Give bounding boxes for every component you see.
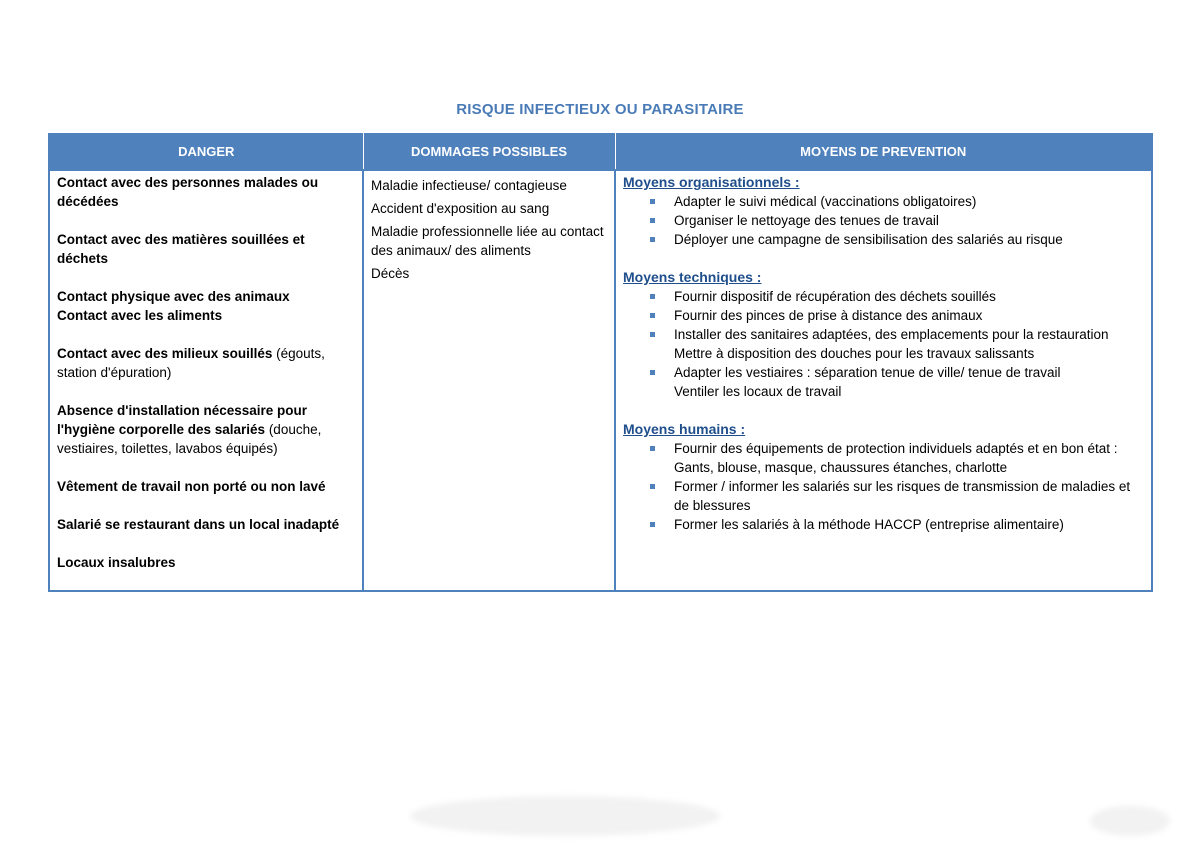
risk-table: [48, 133, 1153, 592]
square-bullet-icon: [650, 446, 655, 451]
list-item: [674, 192, 1145, 211]
square-bullet-icon: [650, 199, 655, 204]
dommage-item: Maladie infectieuse/ contagieuse: [371, 178, 567, 193]
page-title: RISQUE INFECTIEUX OU PARASITAIRE: [456, 101, 744, 118]
list-item-text: Déployer une campagne de sensibilisation des salariés au risque: [674, 232, 1063, 247]
danger-item: [57, 287, 302, 325]
moyens-cell: [615, 170, 1152, 591]
danger-item: [57, 553, 356, 572]
section-title: Moyens organisationnels :: [623, 174, 800, 190]
danger-item-normal: (égouts, station d'épuration): [57, 346, 325, 380]
list-item: [674, 515, 1145, 534]
section-title: Moyens techniques :: [623, 269, 762, 285]
list-item-text: Adapter le suivi médical (vaccinations obligatoires): [674, 194, 977, 209]
square-bullet-icon: [650, 332, 655, 337]
danger-item-bold: Contact avec des milieux souillés: [57, 346, 273, 361]
danger-item-bold: Contact physique avec des animaux Contact avec les aliments: [57, 289, 290, 323]
danger-item: [57, 173, 356, 211]
list-item-text: Organiser le nettoyage des tenues de travail: [674, 213, 939, 228]
list-item: [674, 287, 1145, 306]
square-bullet-icon: [650, 522, 655, 527]
square-bullet-icon: [650, 218, 655, 223]
danger-item-bold: Salarié se restaurant dans un local inadapté: [57, 517, 340, 532]
dommage-item: Maladie professionnelle liée au contact des animaux/ des aliments: [371, 224, 604, 258]
square-bullet-icon: [650, 294, 655, 299]
danger-item-normal: (douche, vestiaires, toilettes, lavabos équipés): [57, 422, 322, 456]
scan-smudge: [410, 796, 720, 836]
section-humains: [623, 420, 1145, 534]
list-item-text: Fournir des pinces de prise à distance des animaux: [674, 308, 983, 323]
danger-item: [57, 401, 327, 458]
list-item: [674, 211, 1145, 230]
danger-item-bold: Locaux insalubres: [57, 555, 176, 570]
section-organisationnels: [623, 173, 1145, 249]
danger-item: [57, 515, 356, 534]
bullet-list: [623, 439, 1145, 534]
list-item-text: Adapter les vestiaires : séparation tenue de ville/ tenue de travail Ventiler les locaux de travail: [674, 365, 1061, 399]
danger-item: [57, 477, 356, 496]
list-item-text: Fournir dispositif de récupération des déchets souillés: [674, 289, 996, 304]
danger-item: [57, 344, 356, 382]
danger-item: [57, 230, 356, 268]
scan-smudge: [1090, 806, 1170, 836]
list-item: [674, 325, 1134, 363]
header-dommages: DOMMAGES POSSIBLES: [363, 133, 615, 170]
list-item: [674, 477, 1145, 515]
list-item-text: Fournir des équipements de protection individuels adaptés et en bon état : Gants, blouse, masque, chaussures étanches, charlotte: [674, 441, 1118, 475]
section-techniques: [623, 268, 1145, 401]
table-row: [49, 170, 1152, 591]
dommages-cell: [363, 170, 615, 591]
list-item: [674, 363, 1104, 401]
list-item-text: Former / informer les salariés sur les risques de transmission de maladies et de blessures: [674, 479, 1131, 513]
section-title: Moyens humains :: [623, 421, 746, 437]
bullet-list: [623, 287, 1145, 401]
danger-cell: [49, 170, 363, 591]
header-moyens: MOYENS DE PREVENTION: [615, 133, 1152, 170]
list-item: [674, 306, 1145, 325]
danger-item-bold: Contact avec des matières souillées et déchets: [57, 232, 305, 266]
list-item: [674, 230, 1145, 249]
header-danger: DANGER: [49, 133, 363, 170]
square-bullet-icon: [650, 237, 655, 242]
list-item-text: Former les salariés à la méthode HACCP (entreprise alimentaire): [674, 517, 1064, 532]
danger-item-bold: Absence d'installation nécessaire pour l'hygiène corporelle des salariés: [57, 403, 308, 437]
list-item: [674, 439, 1145, 477]
table-header-row: [49, 133, 1152, 170]
dommage-item: Décès: [371, 266, 410, 281]
square-bullet-icon: [650, 484, 655, 489]
square-bullet-icon: [650, 370, 655, 375]
square-bullet-icon: [650, 313, 655, 318]
danger-item-bold: Vêtement de travail non porté ou non lavé: [57, 479, 326, 494]
danger-item-bold: Contact avec des personnes malades ou décédées: [57, 175, 319, 209]
dommage-item: Accident d'exposition au sang: [371, 201, 550, 216]
list-item-text: Installer des sanitaires adaptées, des emplacements pour la restauration Mettre à disposition des douches pour les travaux salissants: [674, 327, 1109, 361]
bullet-list: [623, 192, 1145, 249]
